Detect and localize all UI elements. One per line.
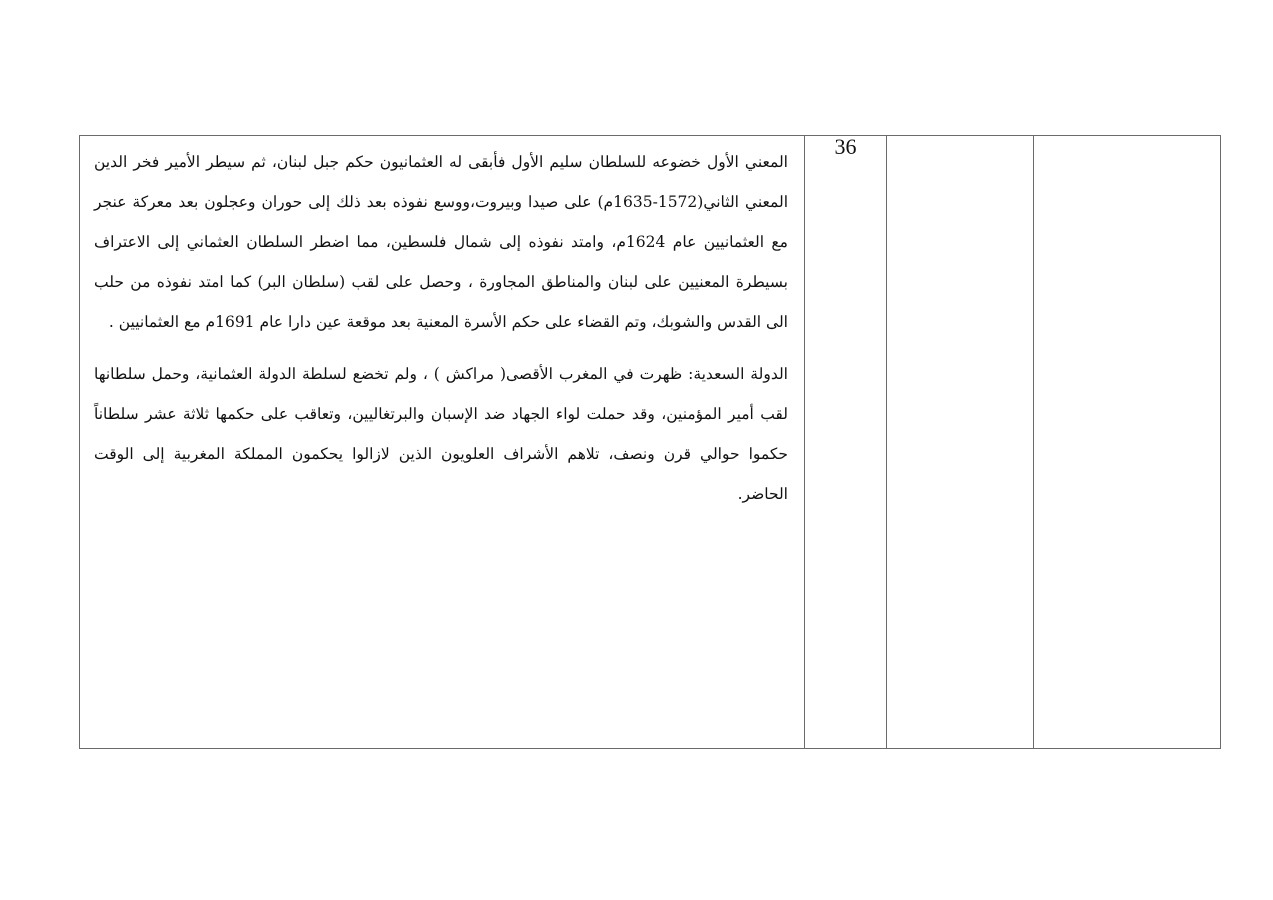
empty-cell-1 — [887, 136, 1034, 749]
table-row — [80, 136, 1221, 749]
page-number: 36 — [834, 134, 857, 159]
empty-cell-2 — [1034, 136, 1221, 749]
paragraph-saadi: الدولة السعدية: ظهرت في المغرب الأقصى( مراكش ) ، ولم تخضع لسلطة الدولة العثمانية، وحمل سلطانها لقب أمير المؤمنين، وقد حملت لواء الجهاد ضد الإسبان والبرتغاليين، وتعاقب على حكمها ثلاثة عشر سلطاناً حكموا حوالي قرن ونصف، تلاهم الأشراف العلويون الذين لازالوا يحكمون المملكة المغربية إلى الوقت الحاضر. — [94, 365, 788, 503]
text-cell — [80, 136, 805, 749]
text-cell-content — [80, 136, 804, 514]
page-number-cell — [805, 136, 887, 749]
paragraph-maani: المعني الأول خضوعه للسلطان سليم الأول فأبقى له العثمانيون حكم جبل لبنان، ثم سيطر الأمير فخر الدين المعني الثاني(1572-1635م) على صيدا وبيروت،ووسع نفوذه بعد ذلك إلى حوران وعجلون بعد معركة عنجر مع العثمانيين عام 1624م، وامتد نفوذه إلى شمال فلسطين، مما اضطر السلطان العثماني إلى الاعتراف بسيطرة المعنيين على لبنان والمناطق المجاورة ، وحصل على لقب (سلطان البر) كما امتد نفوذه من حلب الى القدس والشوبك، وتم القضاء على حكم الأسرة المعنية بعد موقعة عين دارا عام 1691م مع العثمانيين . — [94, 153, 789, 331]
content-table — [79, 135, 1221, 749]
